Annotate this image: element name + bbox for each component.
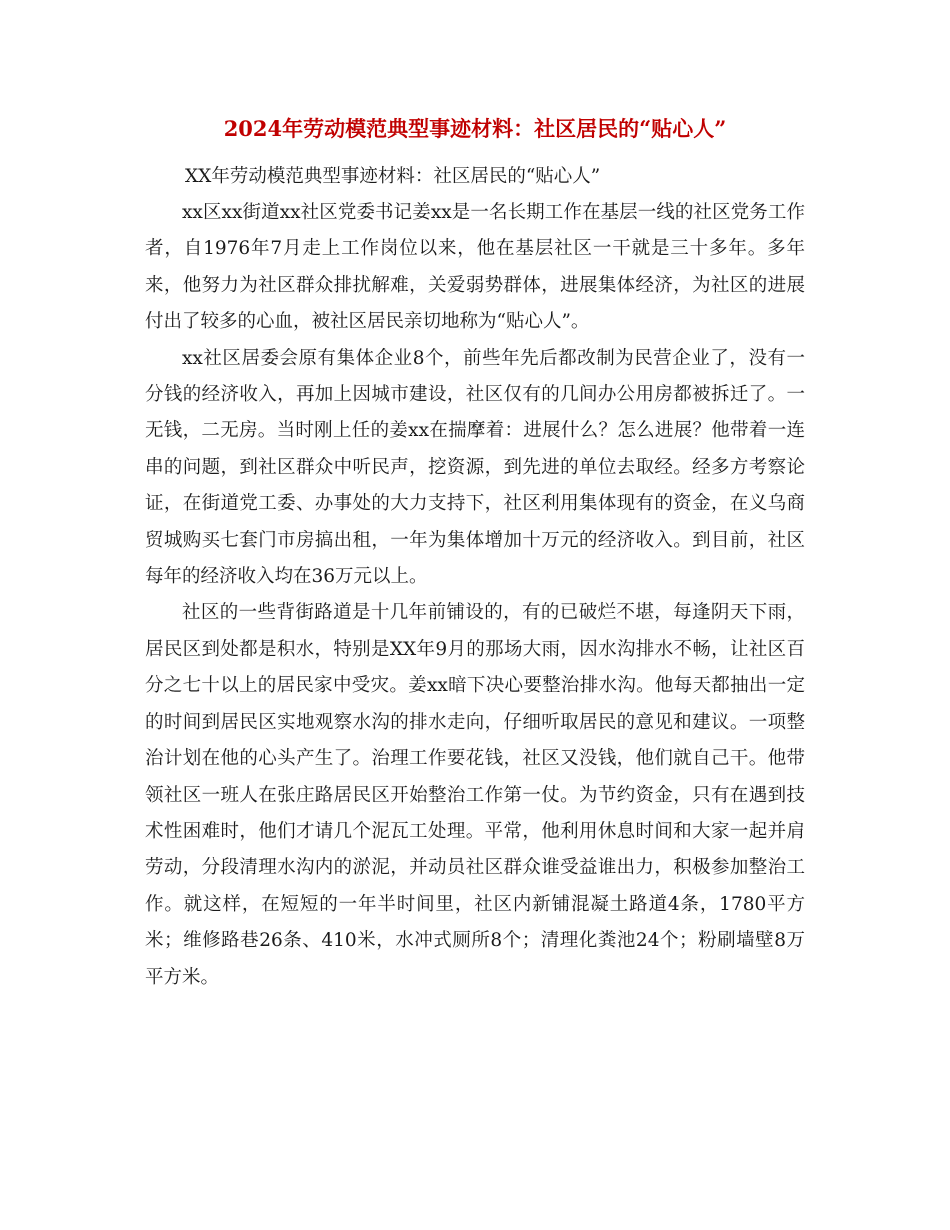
document-body bbox=[145, 195, 805, 996]
document-title: 2024年劳动模范典型事迹材料：社区居民的“贴心人” bbox=[223, 116, 727, 141]
paragraph: xx区xx街道xx社区党委书记姜xx是一名长期工作在基层一线的社区党务工作者，自1976年7月走上工作岗位以来，他在基层社区一干就是三十多年。多年来，他努力为社区群众排扰解难，关爱弱势群体，进展集体经济，为社区的进展付出了较多的心血，被社区居民亲切地称为“贴心人”。 bbox=[145, 202, 805, 333]
paragraph: 社区的一些背街路道是十几年前铺设的，有的已破烂不堪，每逢阴天下雨，居民区到处都是积水，特别是XX年9月的那场大雨，因水沟排水不畅，让社区百分之七十以上的居民家中受灾。姜xx暗下决心要整治排水沟。他每天都抽出一定的时间到居民区实地观察水沟的排水走向，仔细听取居民的意见和建议。一项整治计划在他的心头产生了。治理工作要花钱，社区又没钱，他们就自己干。他带领社区一班人在张庄路居民区开始整治工作第一仗。为节约资金，只有在遇到技术性困难时，他们才请几个泥瓦工处理。平常，他利用休息时间和大家一起并肩劳动，分段清理水沟内的淤泥，并动员社区群众谁受益谁出力，积极参加整治工作。就这样，在短短的一年半时间里，社区内新铺混凝土路道4条，1780平方米；维修路巷26条、410米，水冲式厕所8个；清理化粪池24个；粉刷墙壁8万平方米。 bbox=[145, 602, 805, 988]
paragraph: xx社区居委会原有集体企业8个，前些年先后都改制为民营企业了，没有一分钱的经济收入，再加上因城市建设，社区仅有的几间办公用房都被拆迁了。一无钱，二无房。当时刚上任的姜xx在揣摩着：进展什么？怎么进展？他带着一连串的问题，到社区群众中听民声，挖资源，到先进的单位去取经。经多方考察论证，在街道党工委、办事处的大力支持下，社区利用集体现有的资金，在义乌商贸城购买七套门市房搞出租，一年为集体增加十万元的经济收入。到目前，社区每年的经济收入均在36万元以上。 bbox=[145, 347, 805, 588]
document-subtitle: XX年劳动模范典型事迹材料：社区居民的“贴心人” bbox=[185, 166, 601, 187]
